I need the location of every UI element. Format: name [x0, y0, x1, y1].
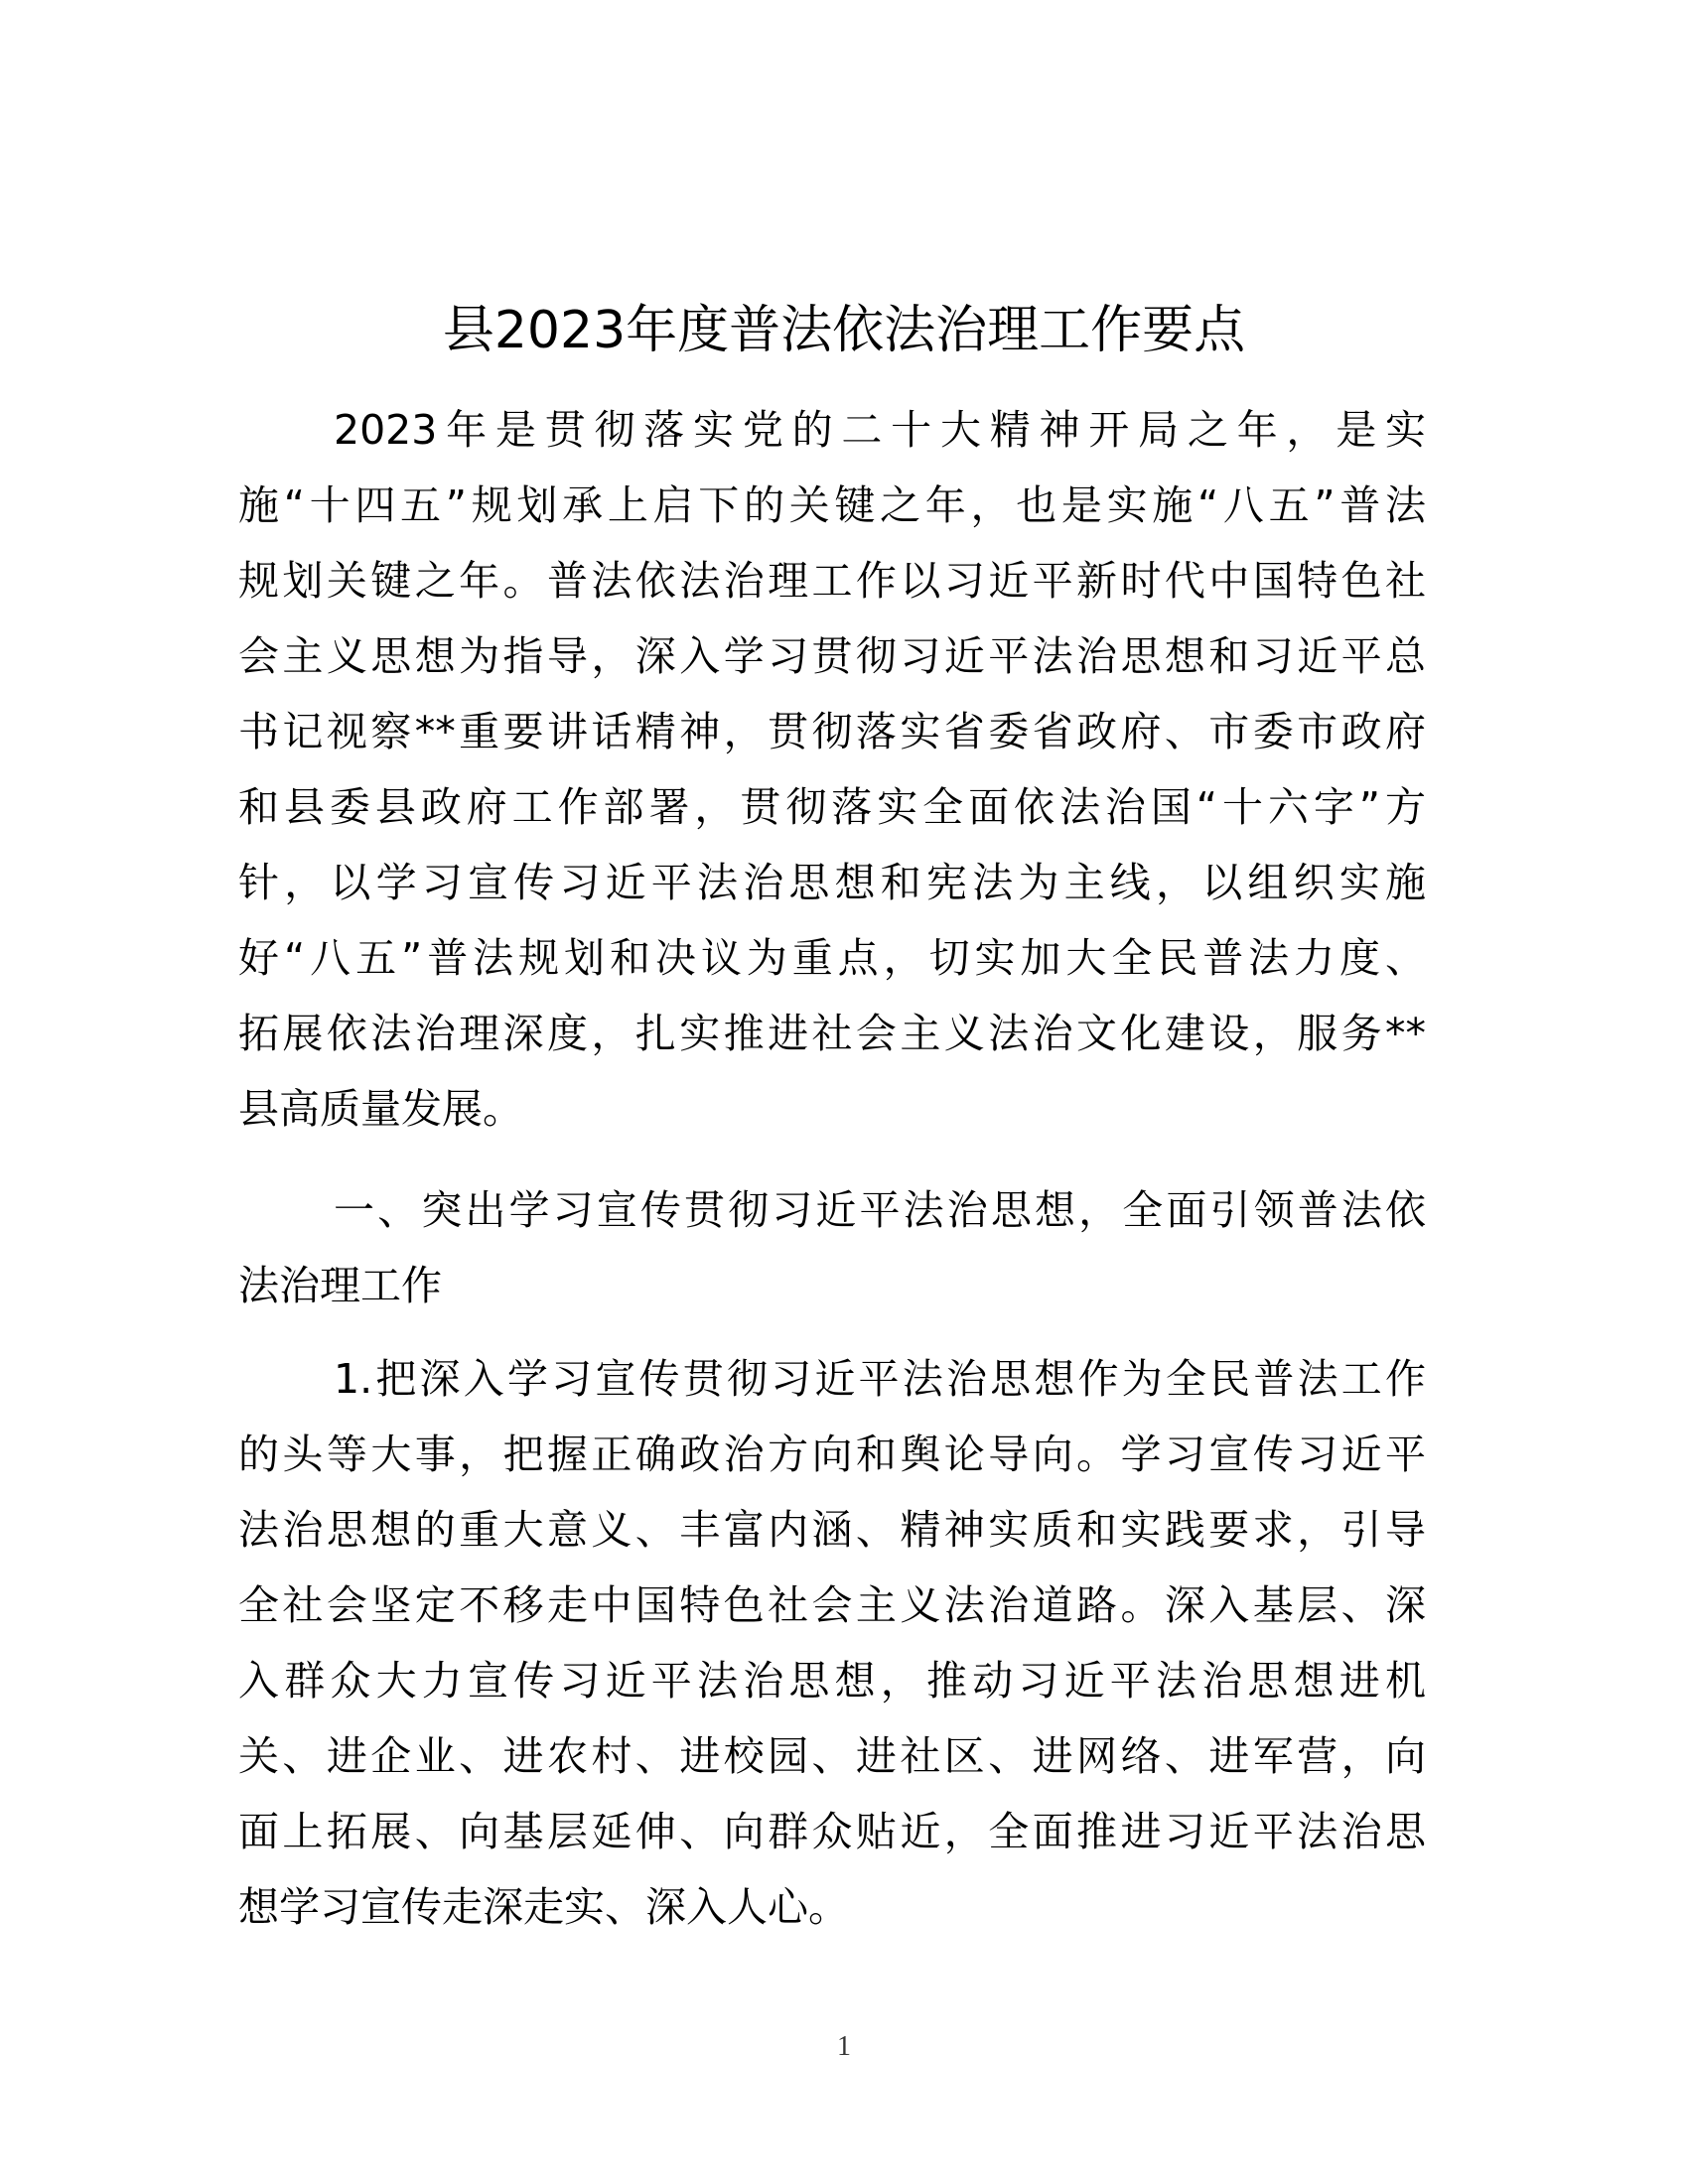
- paragraph-line: 全社会坚定不移走中国特色社会主义法治道路。深入基层、深: [238, 1581, 1426, 1629]
- paragraph-line: 好“八五”普法规划和决议为重点，切实加大全民普法力度、: [238, 934, 1426, 982]
- paragraph-line: 入群众大力宣传习近平法治思想，推动习近平法治思想进机: [238, 1657, 1426, 1705]
- paragraph-line: 针，以学习宣传习近平法治思想和宪法为主线，以组织实施: [238, 859, 1426, 906]
- paragraph-line: 关、进企业、进农村、进校园、进社区、进网络、进军营，向: [238, 1732, 1426, 1780]
- paragraph-line: 想学习宣传走深走实、深入人心。: [238, 1883, 849, 1931]
- paragraph-line: 1.把深入学习宣传贯彻习近平法治思想作为全民普法工作: [334, 1355, 1426, 1403]
- paragraph-line: 规划关键之年。普法依法治理工作以习近平新时代中国特色社: [238, 557, 1426, 605]
- paragraph-line: 书记视察**重要讲话精神，贯彻落实省委省政府、市委市政府: [238, 708, 1426, 755]
- item-1-paragraph: [238, 1341, 1426, 1945]
- heading-line: 一、突出学习宣传贯彻习近平法治思想，全面引领普法依: [334, 1186, 1426, 1234]
- paragraph-line: 法治思想的重大意义、丰富内涵、精神实质和实践要求，引导: [238, 1506, 1426, 1554]
- paragraph-line: 县高质量发展。: [238, 1085, 523, 1133]
- paragraph-line: 面上拓展、向基层延伸、向群众贴近，全面推进习近平法治思: [238, 1808, 1426, 1855]
- page-number: 1: [837, 2031, 851, 2062]
- paragraph-line: 会主义思想为指导，深入学习贯彻习近平法治思想和习近平总: [238, 632, 1426, 680]
- section-heading-1: [238, 1172, 1426, 1323]
- document-title: 县2023年度普法依法治理工作要点: [442, 301, 1246, 360]
- paragraph-line: 的头等大事，把握正确政治方向和舆论导向。学习宣传习近平: [238, 1431, 1426, 1478]
- paragraph-line: 施“十四五”规划承上启下的关键之年，也是实施“八五”普法: [238, 481, 1426, 529]
- paragraph-line: 2023年是贯彻落实党的二十大精神开局之年，是实: [334, 406, 1426, 454]
- intro-paragraph: [238, 392, 1426, 1147]
- paragraph-line: 拓展依法治理深度，扎实推进社会主义法治文化建设，服务**: [238, 1010, 1426, 1057]
- paragraph-line: 和县委县政府工作部署，贯彻落实全面依法治国“十六字”方: [238, 783, 1426, 831]
- heading-line: 法治理工作: [238, 1262, 442, 1309]
